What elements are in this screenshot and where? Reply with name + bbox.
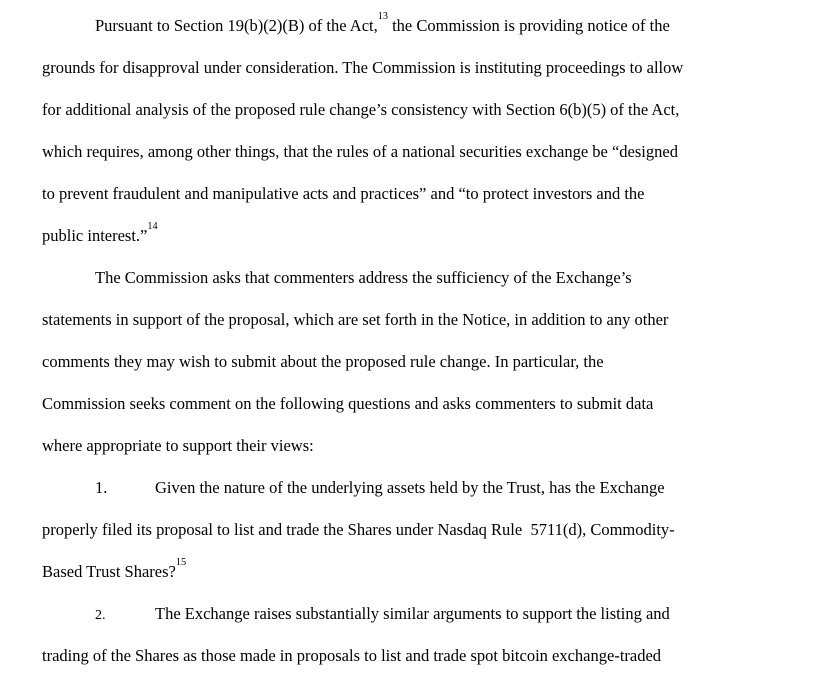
line-text: statements in support of the proposal, which are set forth in the Notice, in addition to any other [42, 310, 669, 329]
line-text: The Commission asks that commenters address the sufficiency of the Exchange’s [95, 268, 632, 287]
line-text: where appropriate to support their views: [42, 436, 314, 455]
line-text: to prevent fraudulent and manipulative acts and practices” and “to protect investors and the [42, 184, 645, 203]
document-line [42, 551, 757, 593]
line-text: public interest.” [42, 226, 148, 245]
document-line [42, 425, 757, 467]
line-text: the Commission is providing notice of the [387, 16, 670, 35]
line-text: properly filed its proposal to list and trade the Shares under Nasdaq Rule 5711(d), Commodity- [42, 520, 675, 539]
list-number: 2. [95, 608, 106, 623]
document-line [42, 383, 757, 425]
document-line [42, 257, 757, 299]
footnote-reference-14: 14 [147, 220, 158, 232]
line-text: which requires, among other things, that the rules of a national securities exchange be “designed [42, 142, 678, 161]
footnote-reference-13: 13 [377, 10, 388, 22]
document-line [42, 215, 757, 257]
document-line [42, 341, 757, 383]
document-line [42, 47, 757, 89]
document-line [42, 5, 757, 47]
document-line [42, 131, 757, 173]
document-line [42, 635, 757, 677]
document-line-question-2 [42, 593, 757, 635]
line-text: trading of the Shares as those made in proposals to list and trade spot bitcoin exchange-traded [42, 646, 662, 665]
document-line [42, 299, 757, 341]
line-text: Commission seeks comment on the following questions and asks commenters to submit data [42, 394, 654, 413]
document-line [42, 173, 757, 215]
line-text: Given the nature of the underlying assets held by the Trust, has the Exchange [155, 478, 665, 497]
line-text: The Exchange raises substantially similar arguments to support the listing and [155, 604, 670, 623]
list-number: 1. [95, 478, 108, 497]
line-text: grounds for disapproval under consideration. The Commission is instituting proceedings to allow [42, 58, 684, 77]
document-line [42, 89, 757, 131]
document-line [42, 509, 757, 551]
line-text: comments they may wish to submit about the proposed rule change. In particular, the [42, 352, 604, 371]
footnote-reference-15: 15 [175, 556, 187, 568]
line-text: Pursuant to Section 19(b)(2)(B) of the Act, [95, 16, 378, 35]
line-text: Based Trust Shares? [42, 562, 176, 581]
document-line-question-1 [42, 467, 757, 509]
line-text: for additional analysis of the proposed rule change’s consistency with Section 6(b)(5) of the Act, [42, 100, 680, 119]
